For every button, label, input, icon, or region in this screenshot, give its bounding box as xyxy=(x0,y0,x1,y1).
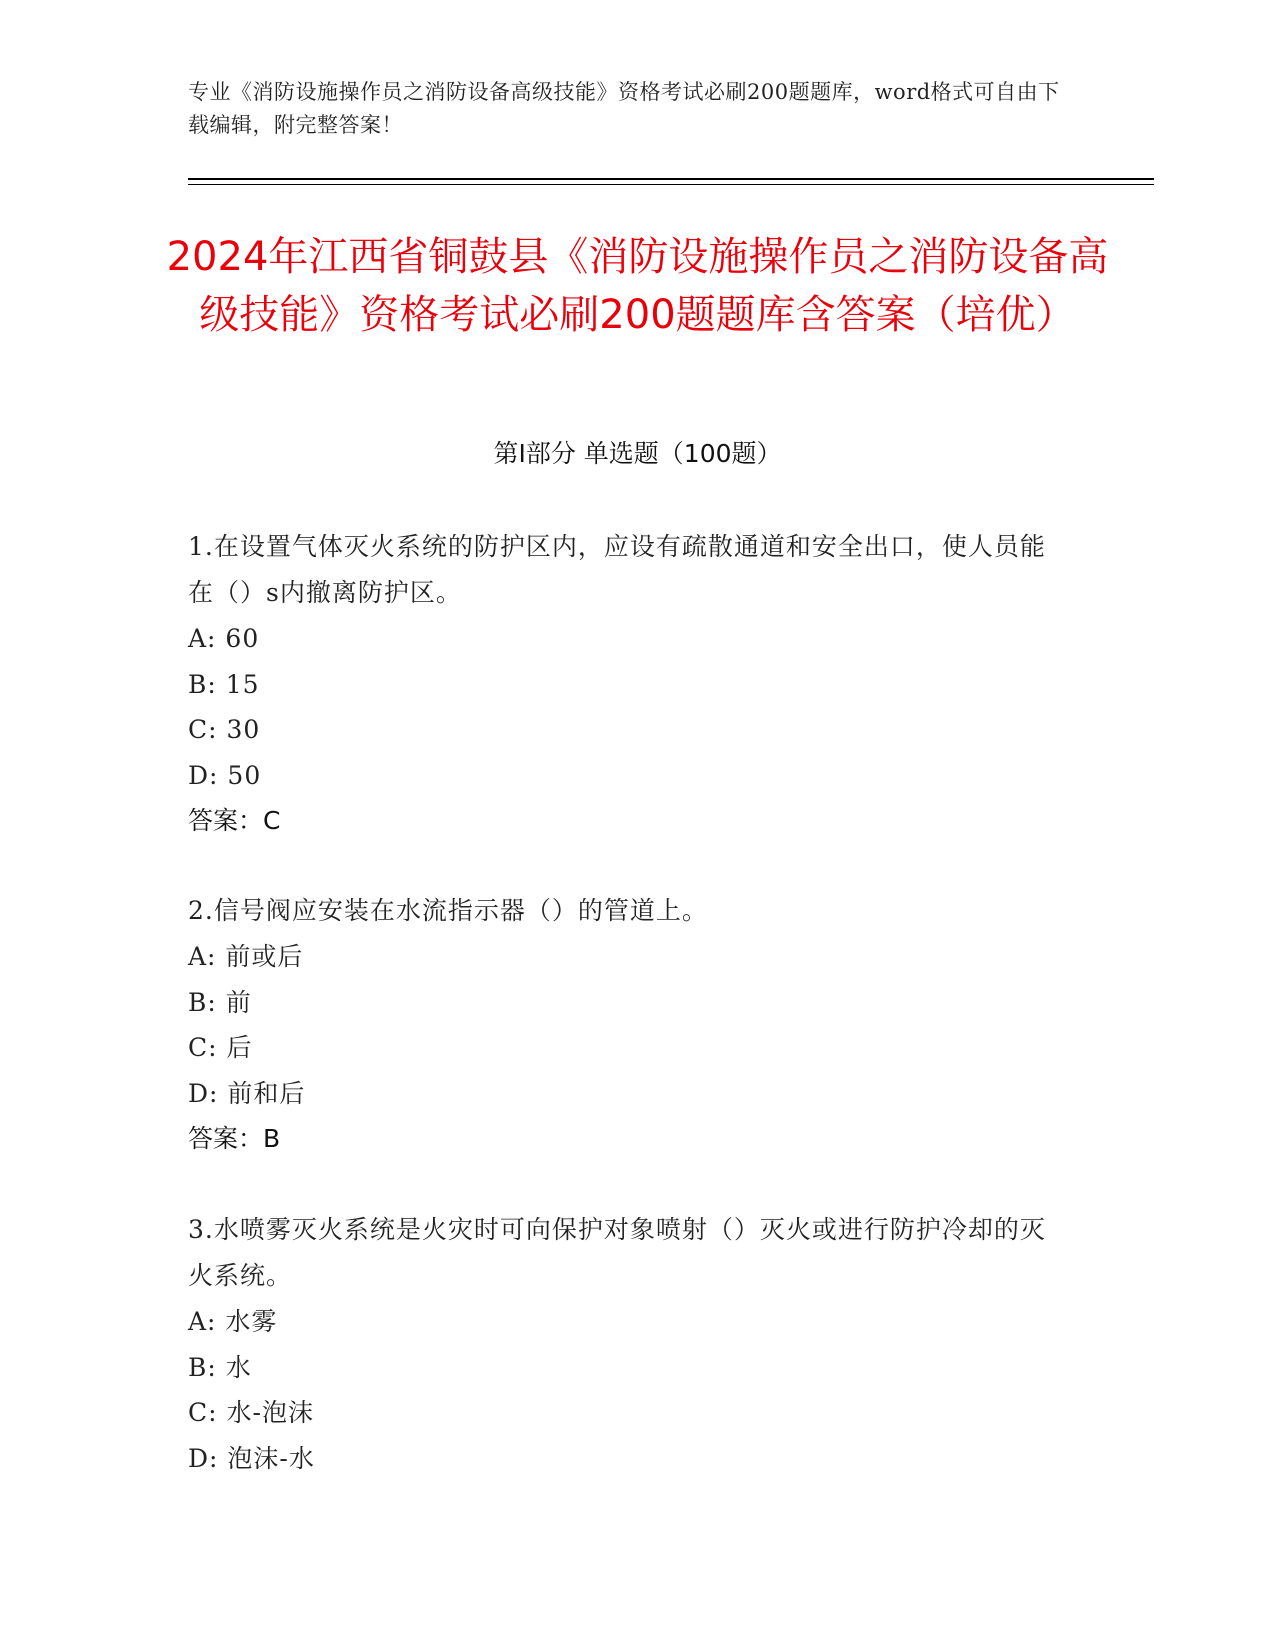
option-c: C: 30 xyxy=(188,715,261,744)
option-d: D: 泡沫-水 xyxy=(188,1443,315,1473)
question-stem: 1.在设置气体灭火系统的防护区内，应设有疏散通道和安全出口，使人员能在（）s内撤离防护区。 xyxy=(188,532,1046,607)
answer: 答案：B xyxy=(188,1124,281,1153)
option-a: A: 水雾 xyxy=(188,1307,278,1336)
question-2 xyxy=(188,888,1068,1162)
option-c: C: 后 xyxy=(188,1033,253,1062)
document-title: 2024年江西省铜鼓县《消防设施操作员之消防设备高级技能》资格考试必刷200题题库含答案（培优） xyxy=(166,234,1109,338)
option-d: D: 前和后 xyxy=(188,1078,306,1108)
option-b: B: 水 xyxy=(188,1352,252,1382)
option-b: B: 前 xyxy=(188,987,252,1017)
header-divider-thin xyxy=(188,184,1154,185)
answer: 答案：C xyxy=(188,806,281,835)
option-d: D: 50 xyxy=(188,760,262,790)
question-3 xyxy=(188,1207,1068,1481)
option-b: B: 15 xyxy=(188,669,260,699)
option-a: A: 60 xyxy=(188,624,260,653)
option-c: C: 水-泡沫 xyxy=(188,1398,314,1427)
question-stem: 3.水喷雾灭火系统是火灾时可向保护对象喷射（）灭火或进行防护冷却的灭火系统。 xyxy=(188,1215,1046,1290)
section-title: 第Ⅰ部分 单选题（100题） xyxy=(493,439,782,468)
option-a: A: 前或后 xyxy=(188,942,304,971)
header-note: 专业《消防设施操作员之消防设备高级技能》资格考试必刷200题题库，word格式可自由下载编辑，附完整答案！ xyxy=(188,80,1060,137)
question-1 xyxy=(188,524,1068,844)
question-stem: 2.信号阀应安装在水流指示器（）的管道上。 xyxy=(188,896,708,925)
header-divider-thick xyxy=(188,178,1154,180)
